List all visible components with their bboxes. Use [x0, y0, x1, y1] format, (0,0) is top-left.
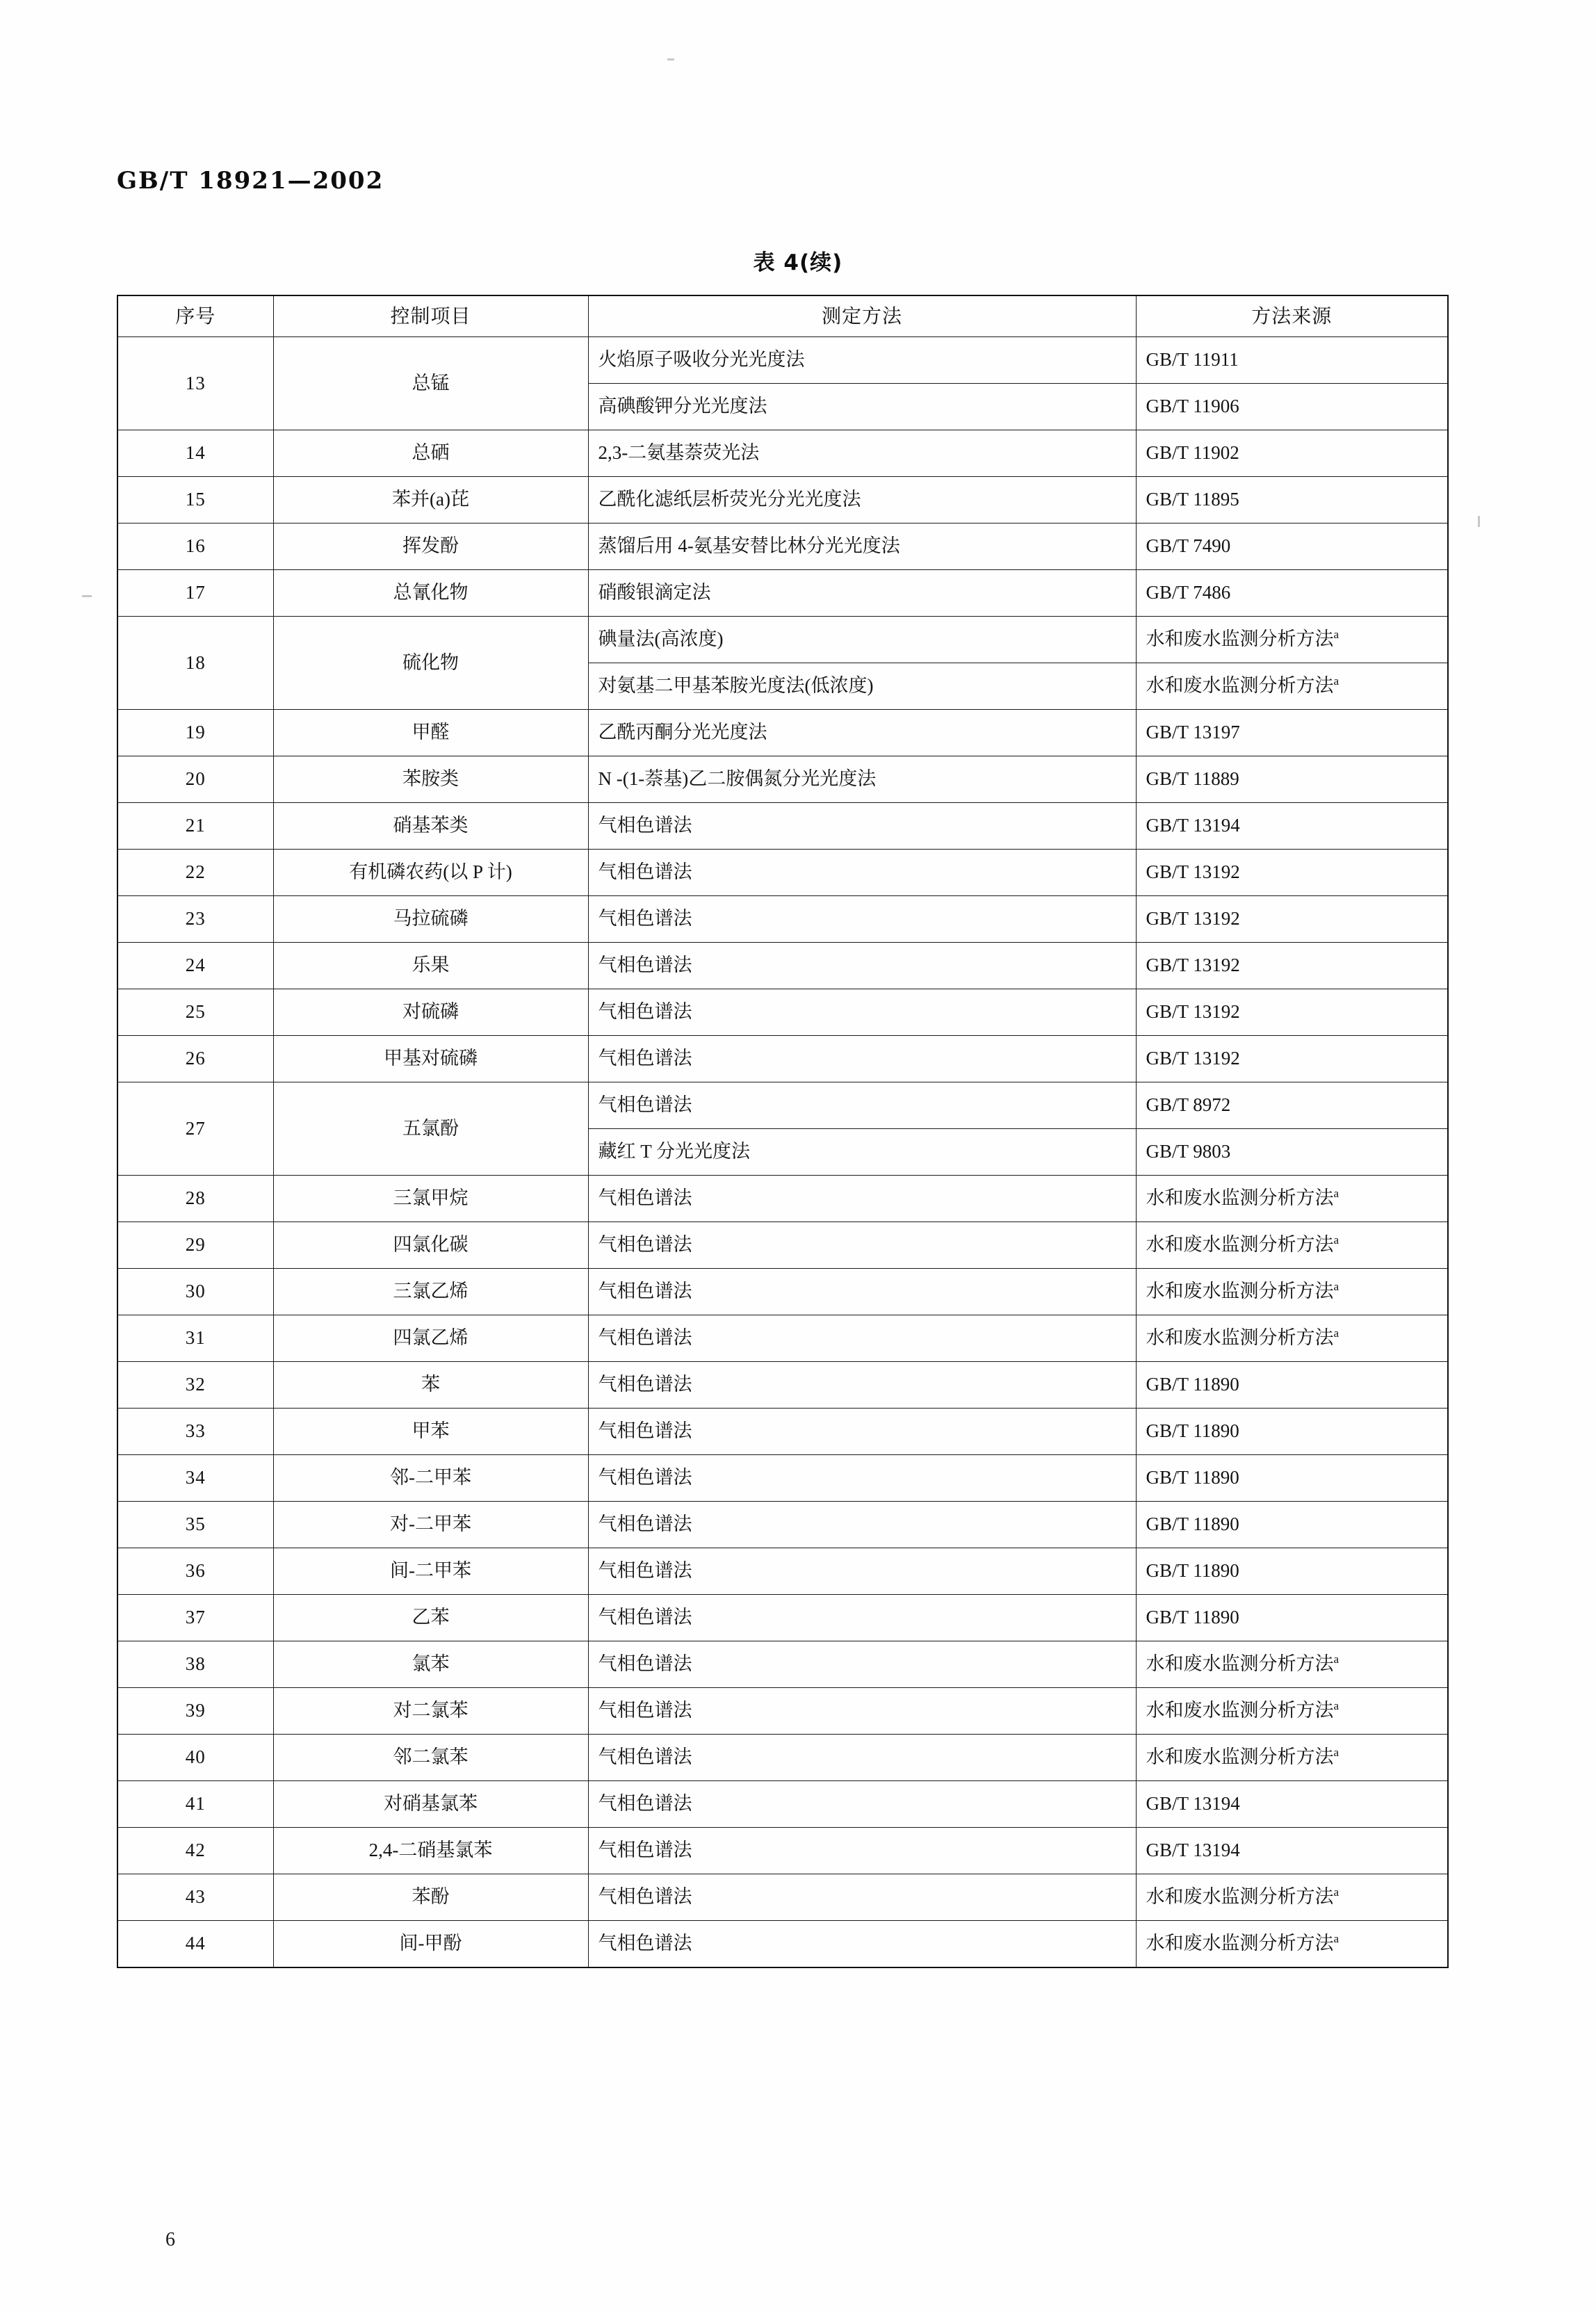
table-row	[117, 1176, 1448, 1222]
cell-serial-number: 14	[117, 430, 273, 477]
table-header-row	[117, 295, 1448, 337]
cell-method-source: GB/T 11890	[1136, 1595, 1448, 1641]
cell-serial-number: 31	[117, 1315, 273, 1362]
cell-control-item: 总锰	[273, 337, 588, 430]
table-row	[117, 337, 1448, 384]
scan-speck	[667, 58, 674, 60]
table-row	[117, 477, 1448, 524]
cell-serial-number: 37	[117, 1595, 273, 1641]
cell-control-item: 甲醛	[273, 710, 588, 756]
cell-serial-number: 41	[117, 1781, 273, 1828]
cell-control-item: 总氰化物	[273, 570, 588, 617]
table-row	[117, 756, 1448, 803]
cell-method-source: 水和废水监测分析方法$^a$	[1136, 663, 1448, 710]
table-body	[117, 337, 1448, 1968]
cell-method-source: GB/T 13192	[1136, 943, 1448, 989]
cell-serial-number: 34	[117, 1455, 273, 1502]
standard-number-header: GB/T 18921—2002	[117, 167, 384, 195]
cell-control-item: 乙苯	[273, 1595, 588, 1641]
cell-method-source: GB/T 13194	[1136, 803, 1448, 850]
table-row	[117, 1828, 1448, 1874]
footnote-marker: a	[1333, 1699, 1340, 1713]
cell-measurement-method: 气相色谱法	[588, 1595, 1136, 1641]
cell-method-source: GB/T 11890	[1136, 1362, 1448, 1409]
cell-measurement-method: 气相色谱法	[588, 943, 1136, 989]
table-row	[117, 1222, 1448, 1269]
cell-serial-number: 19	[117, 710, 273, 756]
cell-method-source: GB/T 11890	[1136, 1409, 1448, 1455]
cell-measurement-method: 气相色谱法	[588, 1082, 1136, 1129]
cell-control-item: 五氯酚	[273, 1082, 588, 1176]
table-row	[117, 803, 1448, 850]
cell-control-item: 马拉硫磷	[273, 896, 588, 943]
cell-measurement-method: 气相色谱法	[588, 850, 1136, 896]
cell-control-item: 总硒	[273, 430, 588, 477]
measurement-methods-table	[117, 295, 1449, 1968]
table-row	[117, 850, 1448, 896]
cell-measurement-method: 气相色谱法	[588, 1269, 1136, 1315]
cell-method-source: 水和废水监测分析方法$^a$	[1136, 1921, 1448, 1968]
cell-method-source: GB/T 11890	[1136, 1455, 1448, 1502]
cell-serial-number: 36	[117, 1548, 273, 1595]
cell-control-item: 氯苯	[273, 1641, 588, 1688]
cell-control-item: 硫化物	[273, 617, 588, 710]
cell-control-item: 苯并(a)芘	[273, 477, 588, 524]
cell-measurement-method: 气相色谱法	[588, 803, 1136, 850]
cell-measurement-method: 乙酰丙酮分光光度法	[588, 710, 1136, 756]
cell-measurement-method: 气相色谱法	[588, 1548, 1136, 1595]
cell-measurement-method: 气相色谱法	[588, 1502, 1136, 1548]
cell-serial-number: 35	[117, 1502, 273, 1548]
cell-serial-number: 40	[117, 1735, 273, 1781]
cell-control-item: 四氯化碳	[273, 1222, 588, 1269]
cell-measurement-method: 气相色谱法	[588, 1688, 1136, 1735]
cell-measurement-method: 火焰原子吸收分光光度法	[588, 337, 1136, 384]
cell-measurement-method: 气相色谱法	[588, 1222, 1136, 1269]
footnote-marker: a	[1333, 628, 1340, 642]
column-header-method: 测定方法	[588, 295, 1136, 337]
cell-serial-number: 32	[117, 1362, 273, 1409]
cell-measurement-method: 气相色谱法	[588, 1874, 1136, 1921]
cell-measurement-method: 高碘酸钾分光光度法	[588, 384, 1136, 430]
cell-measurement-method: 气相色谱法	[588, 1921, 1136, 1968]
cell-measurement-method: 气相色谱法	[588, 1315, 1136, 1362]
table-row	[117, 710, 1448, 756]
footnote-marker: a	[1333, 1653, 1340, 1666]
cell-measurement-method: 气相色谱法	[588, 1362, 1136, 1409]
table-row	[117, 1688, 1448, 1735]
cell-measurement-method: 气相色谱法	[588, 989, 1136, 1036]
cell-serial-number: 24	[117, 943, 273, 989]
cell-serial-number: 21	[117, 803, 273, 850]
cell-method-source: GB/T 11911	[1136, 337, 1448, 384]
cell-control-item: 对二氯苯	[273, 1688, 588, 1735]
page-number: 6	[165, 2229, 175, 2250]
cell-measurement-method: 气相色谱法	[588, 1455, 1136, 1502]
table-row	[117, 1082, 1448, 1129]
cell-measurement-method: 气相色谱法	[588, 1176, 1136, 1222]
footnote-marker: a	[1333, 1326, 1340, 1340]
cell-method-source: GB/T 13192	[1136, 850, 1448, 896]
cell-control-item: 有机磷农药(以 P 计)	[273, 850, 588, 896]
cell-serial-number: 27	[117, 1082, 273, 1176]
table-row	[117, 1036, 1448, 1082]
cell-control-item: 对硝基氯苯	[273, 1781, 588, 1828]
table-row	[117, 1595, 1448, 1641]
column-header-source: 方法来源	[1136, 295, 1448, 337]
cell-measurement-method: 气相色谱法	[588, 1641, 1136, 1688]
cell-serial-number: 30	[117, 1269, 273, 1315]
cell-measurement-method: N -(1-萘基)乙二胺偶氮分光光度法	[588, 756, 1136, 803]
cell-method-source: GB/T 13194	[1136, 1828, 1448, 1874]
cell-control-item: 甲苯	[273, 1409, 588, 1455]
table-row	[117, 943, 1448, 989]
cell-serial-number: 16	[117, 524, 273, 570]
cell-method-source: 水和废水监测分析方法$^a$	[1136, 1641, 1448, 1688]
table-row	[117, 1455, 1448, 1502]
cell-measurement-method: 气相色谱法	[588, 1735, 1136, 1781]
cell-method-source: GB/T 13192	[1136, 896, 1448, 943]
footnote-marker: a	[1333, 1280, 1340, 1294]
footnote-marker: a	[1333, 674, 1340, 688]
cell-control-item: 苯酚	[273, 1874, 588, 1921]
cell-measurement-method: 对氨基二甲基苯胺光度法(低浓度)	[588, 663, 1136, 710]
cell-method-source: GB/T 9803	[1136, 1129, 1448, 1176]
footnote-marker: a	[1333, 1932, 1340, 1946]
table-container	[117, 295, 1447, 1968]
cell-serial-number: 43	[117, 1874, 273, 1921]
cell-serial-number: 33	[117, 1409, 273, 1455]
cell-serial-number: 22	[117, 850, 273, 896]
cell-serial-number: 18	[117, 617, 273, 710]
table-head	[117, 295, 1448, 337]
footnote-marker: a	[1333, 1885, 1340, 1899]
table-row	[117, 1409, 1448, 1455]
cell-method-source: 水和废水监测分析方法$^a$	[1136, 1688, 1448, 1735]
cell-method-source: GB/T 11906	[1136, 384, 1448, 430]
table-row	[117, 1362, 1448, 1409]
table-row	[117, 1921, 1448, 1968]
cell-serial-number: 17	[117, 570, 273, 617]
cell-method-source: 水和废水监测分析方法$^a$	[1136, 1874, 1448, 1921]
cell-measurement-method: 气相色谱法	[588, 896, 1136, 943]
table-row	[117, 1548, 1448, 1595]
cell-control-item: 苯	[273, 1362, 588, 1409]
cell-method-source: GB/T 13197	[1136, 710, 1448, 756]
table-row	[117, 1735, 1448, 1781]
cell-measurement-method: 气相色谱法	[588, 1828, 1136, 1874]
cell-control-item: 硝基苯类	[273, 803, 588, 850]
table-row	[117, 1502, 1448, 1548]
table-row	[117, 1874, 1448, 1921]
cell-control-item: 邻二氯苯	[273, 1735, 588, 1781]
cell-method-source: GB/T 11895	[1136, 477, 1448, 524]
table-row	[117, 524, 1448, 570]
cell-control-item: 邻-二甲苯	[273, 1455, 588, 1502]
cell-serial-number: 39	[117, 1688, 273, 1735]
cell-measurement-method: 碘量法(高浓度)	[588, 617, 1136, 663]
table-row	[117, 896, 1448, 943]
column-header-no: 序号	[117, 295, 273, 337]
cell-control-item: 三氯乙烯	[273, 1269, 588, 1315]
cell-method-source: 水和废水监测分析方法$^a$	[1136, 617, 1448, 663]
cell-method-source: GB/T 8972	[1136, 1082, 1448, 1129]
cell-method-source: GB/T 13194	[1136, 1781, 1448, 1828]
cell-serial-number: 28	[117, 1176, 273, 1222]
cell-control-item: 苯胺类	[273, 756, 588, 803]
cell-control-item: 挥发酚	[273, 524, 588, 570]
cell-measurement-method: 硝酸银滴定法	[588, 570, 1136, 617]
cell-serial-number: 29	[117, 1222, 273, 1269]
table-row	[117, 430, 1448, 477]
cell-method-source: GB/T 7490	[1136, 524, 1448, 570]
footnote-marker: a	[1333, 1746, 1340, 1760]
cell-method-source: GB/T 13192	[1136, 989, 1448, 1036]
cell-control-item: 间-二甲苯	[273, 1548, 588, 1595]
cell-method-source: GB/T 11890	[1136, 1502, 1448, 1548]
cell-method-source: 水和废水监测分析方法$^a$	[1136, 1269, 1448, 1315]
scan-speck	[82, 595, 92, 597]
table-row	[117, 1641, 1448, 1688]
cell-method-source: GB/T 13192	[1136, 1036, 1448, 1082]
cell-control-item: 2,4-二硝基氯苯	[273, 1828, 588, 1874]
cell-control-item: 三氯甲烷	[273, 1176, 588, 1222]
cell-measurement-method: 2,3-二氨基萘荧光法	[588, 430, 1136, 477]
cell-control-item: 间-甲酚	[273, 1921, 588, 1968]
cell-serial-number: 20	[117, 756, 273, 803]
cell-measurement-method: 蒸馏后用 4-氨基安替比林分光光度法	[588, 524, 1136, 570]
table-row	[117, 1269, 1448, 1315]
column-header-item: 控制项目	[273, 295, 588, 337]
table-row	[117, 617, 1448, 663]
cell-serial-number: 15	[117, 477, 273, 524]
cell-method-source: GB/T 7486	[1136, 570, 1448, 617]
cell-measurement-method: 气相色谱法	[588, 1036, 1136, 1082]
cell-method-source: 水和废水监测分析方法$^a$	[1136, 1176, 1448, 1222]
cell-control-item: 对-二甲苯	[273, 1502, 588, 1548]
cell-serial-number: 42	[117, 1828, 273, 1874]
cell-method-source: 水和废水监测分析方法$^a$	[1136, 1315, 1448, 1362]
cell-method-source: 水和废水监测分析方法$^a$	[1136, 1222, 1448, 1269]
cell-measurement-method: 藏红 T 分光光度法	[588, 1129, 1136, 1176]
cell-control-item: 乐果	[273, 943, 588, 989]
table-row	[117, 1781, 1448, 1828]
cell-measurement-method: 乙酰化滤纸层析荧光分光光度法	[588, 477, 1136, 524]
cell-serial-number: 25	[117, 989, 273, 1036]
footnote-marker: a	[1333, 1187, 1340, 1201]
table-caption: 表 4(续)	[753, 250, 843, 275]
scan-speck	[1478, 516, 1480, 527]
cell-measurement-method: 气相色谱法	[588, 1409, 1136, 1455]
cell-method-source: GB/T 11889	[1136, 756, 1448, 803]
cell-control-item: 对硫磷	[273, 989, 588, 1036]
cell-serial-number: 26	[117, 1036, 273, 1082]
cell-measurement-method: 气相色谱法	[588, 1781, 1136, 1828]
cell-control-item: 甲基对硫磷	[273, 1036, 588, 1082]
cell-serial-number: 13	[117, 337, 273, 430]
table-row	[117, 570, 1448, 617]
cell-method-source: GB/T 11902	[1136, 430, 1448, 477]
cell-method-source: GB/T 11890	[1136, 1548, 1448, 1595]
table-row	[117, 1315, 1448, 1362]
table-row	[117, 989, 1448, 1036]
cell-serial-number: 38	[117, 1641, 273, 1688]
cell-serial-number: 44	[117, 1921, 273, 1968]
cell-method-source: 水和废水监测分析方法$^a$	[1136, 1735, 1448, 1781]
cell-serial-number: 23	[117, 896, 273, 943]
footnote-marker: a	[1333, 1233, 1340, 1247]
cell-control-item: 四氯乙烯	[273, 1315, 588, 1362]
